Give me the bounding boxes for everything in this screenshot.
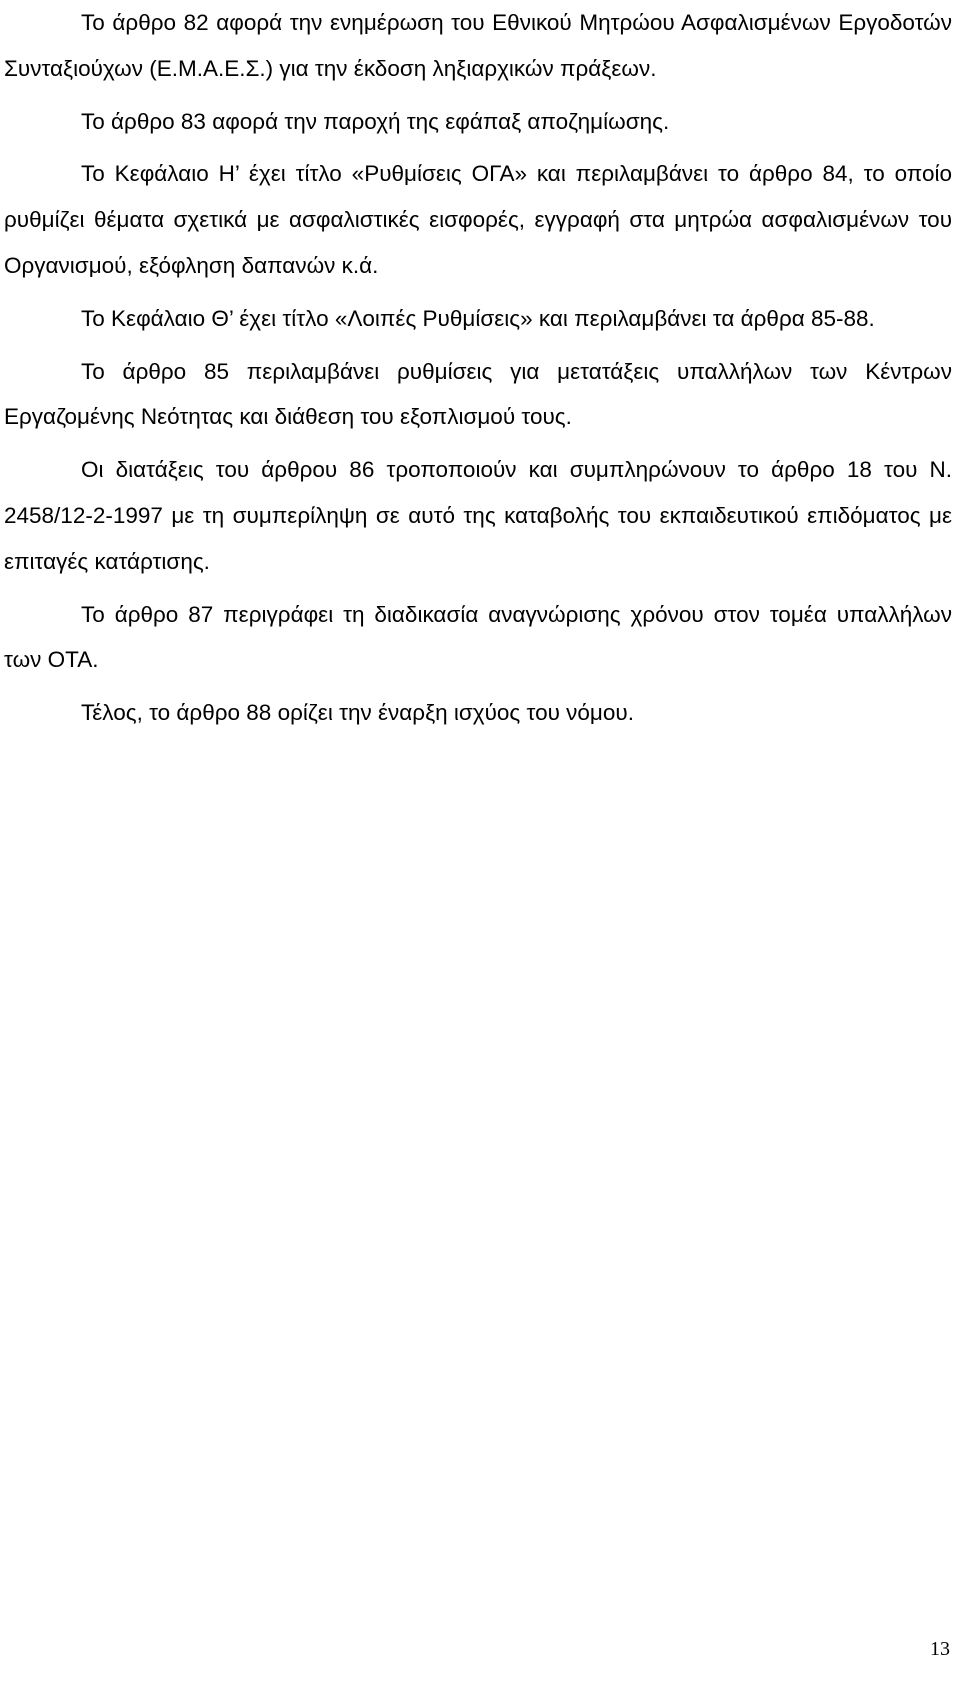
paragraph-article-86: Οι διατάξεις του άρθρου 86 τροποποιούν και συμπληρώνουν το άρθρο 18 του Ν. 2458/12-2-1997 με τη συμπερίληψη σε αυτό της καταβολής του εκπαιδευτικού επιδόματος με επιταγές κατάρτισης.	[4, 457, 952, 574]
paragraph-article-87: Το άρθρο 87 περιγράφει τη διαδικασία αναγνώρισης χρόνου στον τομέα υπαλλήλων των ΟΤΑ.	[4, 601, 952, 673]
document-body	[4, 0, 952, 736]
paragraph-article-85: Το άρθρο 85 περιλαμβάνει ρυθμίσεις για μετατάξεις υπαλλήλων των Κέντρων Εργαζομένης Νεότητας και διάθεση του εξοπλισμού τους.	[4, 358, 952, 430]
paragraph-article-82: Το άρθρο 82 αφορά την ενημέρωση του Εθνικού Μητρώου Ασφαλισμένων Εργοδοτών Συνταξιούχων (Ε.Μ.Α.Ε.Σ.) για την έκδοση ληξιαρχικών πράξεων.	[4, 10, 952, 81]
paragraph-article-83: Το άρθρο 83 αφορά την παροχή της εφάπαξ αποζημίωσης.	[81, 108, 670, 134]
paragraph-chapter-h: Το Κεφάλαιο Η’ έχει τίτλο «Ρυθμίσεις ΟΓΑ» και περιλαμβάνει το άρθρο 84, το οποίο ρυθμίζει θέματα σχετικά με ασφαλιστικές εισφορές, εγγραφή στα μητρώα ασφαλισμένων του Οργανισμού, εξόφληση δαπανών κ.ά.	[4, 161, 952, 278]
paragraph-chapter-th: Το Κεφάλαιο Θ’ έχει τίτλο «Λοιπές Ρυθμίσεις» και περιλαμβάνει τα άρθρα 85-88.	[81, 305, 875, 331]
paragraph-article-88: Τέλος, το άρθρο 88 ορίζει την έναρξη ισχύος του νόμου.	[81, 700, 634, 726]
page-number: 13	[930, 1638, 950, 1660]
